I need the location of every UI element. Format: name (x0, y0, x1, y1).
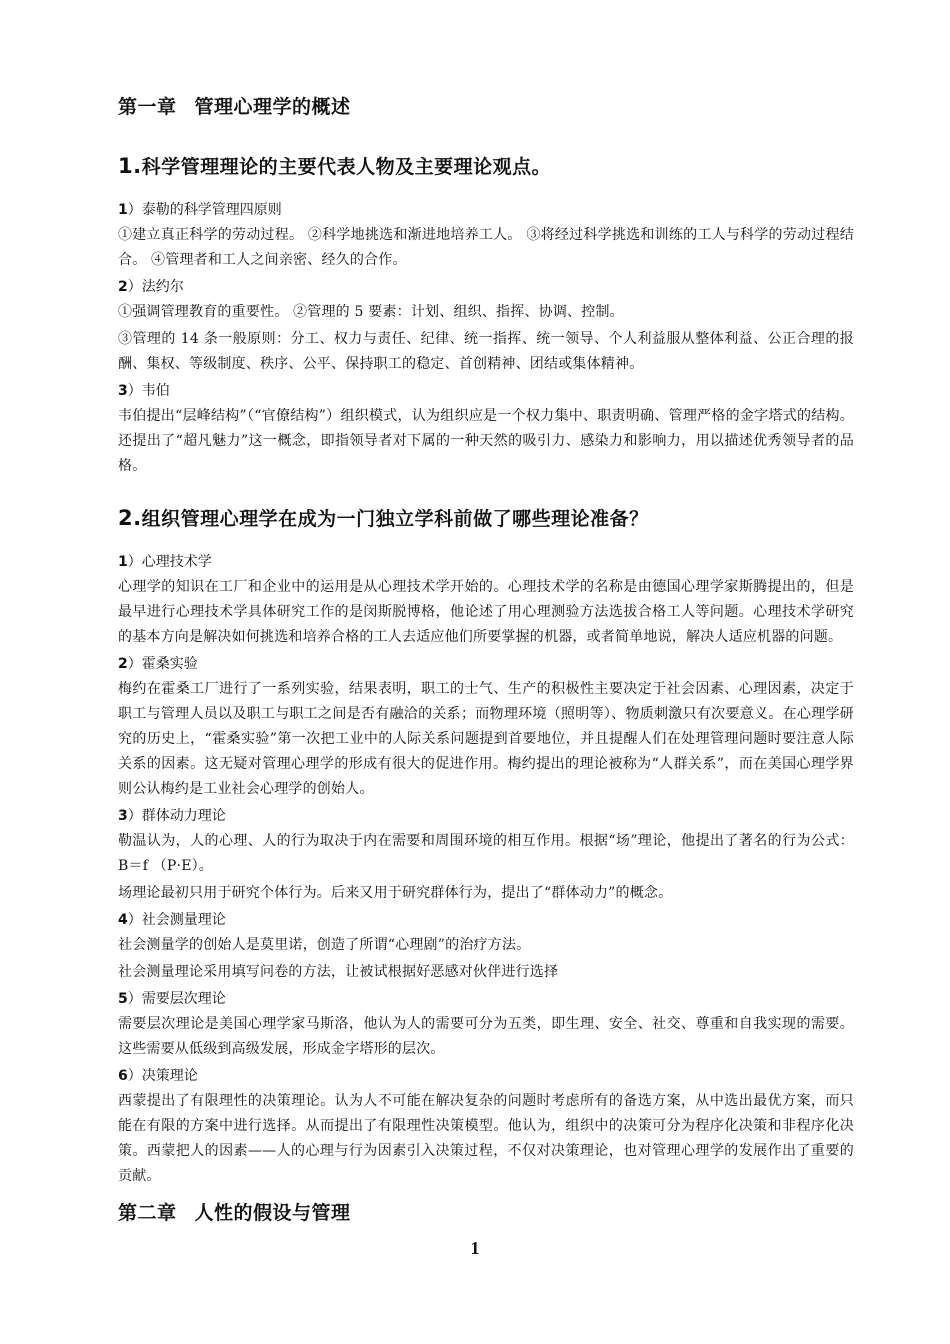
chapter-2-title: 人性的假设与管理 (194, 1202, 351, 1224)
question-2-title: 组织管理心理学在成为一门独立学科前做了哪些理论准备？ (141, 508, 649, 530)
question-1-title: 科学管理理论的主要代表人物及主要理论观点。 (141, 156, 552, 178)
q2-section-4-title: ）社会测量理论 (127, 912, 226, 928)
chapter-2-label: 第二章 (118, 1202, 177, 1224)
q1-section-2-paragraph-2: ③管理的 14 条一般原则：分工、权力与责任、纪律、统一指挥、统一领导、个人利益服从整体利益、公正合理的报酬、集权、等级制度、秩序、公平、保持职工的稳定、首创精神、团结或集体精神。 (118, 331, 854, 372)
q1-section-3-heading (118, 379, 854, 403)
q2-section-4-number: 4 (118, 912, 128, 928)
q1-section-1-paragraph: ①建立真正科学的劳动过程。 ②科学地挑选和渐进地培养工人。 ③将经过科学挑选和训练的工人与科学的劳动过程结合。 ④管理者和工人之间亲密、经久的合作。 (118, 227, 854, 268)
question-2-number: 2. (118, 506, 142, 530)
q2-section-6-paragraph: 西蒙提出了有限理性的决策理论。认为人不可能在解决复杂的问题时考虑所有的备选方案，从中选出最优方案，而只能在有限的方案中进行选择。从而提出了有限理性决策模型。他认为，组织中的决策可分为程序化决策和非程序化决策。西蒙把人的因素——人的心理与行为因素引入决策过程，不仅对决策理论，也对管理心理学的发展作出了重要的贡献。 (118, 1093, 854, 1184)
question-1-heading (118, 151, 854, 182)
q1-section-1-number: 1 (118, 202, 128, 218)
q2-section-4-heading (118, 908, 854, 932)
page-number: 1 (470, 1238, 480, 1258)
q2-section-6-number: 6 (118, 1068, 128, 1084)
q2-section-5-title: ）需要层次理论 (127, 991, 226, 1007)
q2-section-3-paragraph-1: 勒温认为，人的心理、人的行为取决于内在需要和周围环境的相互作用。根据“场”理论，他提出了著名的行为公式： B＝f （P·E）。 (118, 833, 854, 874)
chapter-1-title: 管理心理学的概述 (194, 96, 351, 118)
q1-section-1-heading (118, 198, 854, 222)
q1-section-3-number: 3 (118, 383, 128, 399)
q2-section-5-paragraph: 需要层次理论是美国心理学家马斯洛，他认为人的需要可分为五类，即生理、安全、社交、尊重和自我实现的需要。这些需要从低级到高级发展，形成金字塔形的层次。 (118, 1016, 854, 1057)
q2-section-2-number: 2 (118, 656, 128, 672)
question-1-number: 1. (118, 154, 142, 178)
q2-section-6-title: ）决策理论 (127, 1068, 198, 1084)
q2-section-2-paragraph: 梅约在霍桑工厂进行了一系列实验，结果表明，职工的士气、生产的积极性主要决定于社会因素、心理因素，决定于职工与管理人员以及职工与职工之间是否有融洽的关系；而物理环境（照明等）、物质刺激只有次要意义。在心理学研究的历史上，“霍桑实验”第一次把工业中的人际关系问题提到首要地位，并且提醒人们在处理管理问题时要注意人际关系的因素。这无疑对管理心理学的形成有很大的促进作用。梅约提出的理论被称为“人群关系”，而在美国心理学界则公认梅约是工业社会心理学的创始人。 (118, 681, 854, 797)
q2-section-6-heading (118, 1064, 854, 1088)
q1-section-1-title: ）泰勒的科学管理四原则 (127, 202, 282, 218)
q1-section-3-paragraph: 韦伯提出“层峰结构”（“官僚结构”）组织模式，认为组织应是一个权力集中、职责明确、管理严格的金字塔式的结构。还提出了“超凡魅力”这一概念，即指领导者对下属的一种天然的吸引力、感染力和影响力，用以描述优秀领导者的品格。 (118, 408, 854, 474)
q1-section-2-title: ）法约尔 (127, 279, 184, 295)
q1-section-3-title: ）韦伯 (127, 383, 170, 399)
q1-section-2-number: 2 (118, 279, 128, 295)
q2-section-3-number: 3 (118, 808, 128, 824)
q2-section-2-heading (118, 652, 854, 676)
q2-section-2-title: ）霍桑实验 (127, 656, 198, 672)
q2-section-1-heading (118, 550, 854, 574)
q2-section-4-paragraph-1: 社会测量学的创始人是莫里诺，创造了所谓“心理剧”的治疗方法。 (118, 937, 531, 953)
question-2-heading (118, 503, 854, 534)
chapter-1-heading (118, 93, 854, 121)
q2-section-4-paragraph-2: 社会测量理论采用填写问卷的方法，让被试根据好恶感对伙伴进行选择 (118, 964, 559, 980)
q2-section-5-heading (118, 987, 854, 1011)
q2-section-1-number: 1 (118, 554, 128, 570)
chapter-2-heading (118, 1199, 854, 1227)
document-body (118, 93, 854, 1237)
q1-section-2-heading (118, 275, 854, 299)
chapter-1-label: 第一章 (118, 96, 177, 118)
q1-section-2-paragraph-1: ①强调管理教育的重要性。 ②管理的 5 要素：计划、组织、指挥、协调、控制。 (118, 304, 624, 320)
q2-section-1-paragraph: 心理学的知识在工厂和企业中的运用是从心理技术学开始的。心理技术学的名称是由德国心理学家斯腾提出的，但是最早进行心理技术学具体研究工作的是闵斯脱博格，他论述了用心理测验方法选拔合格工人等问题。心理技术学研究的基本方向是解决如何挑选和培养合格的工人去适应他们所要掌握的机器，或者简单地说，解决人适应机器的问题。 (118, 579, 854, 645)
q2-section-5-number: 5 (118, 991, 128, 1007)
q2-section-1-title: ）心理技术学 (127, 554, 212, 570)
q2-section-3-heading (118, 804, 854, 828)
q2-section-3-title: ）群体动力理论 (127, 808, 226, 824)
q2-section-3-paragraph-2: 场理论最初只用于研究个体行为。后来又用于研究群体行为，提出了“群体动力”的概念。 (118, 885, 673, 901)
